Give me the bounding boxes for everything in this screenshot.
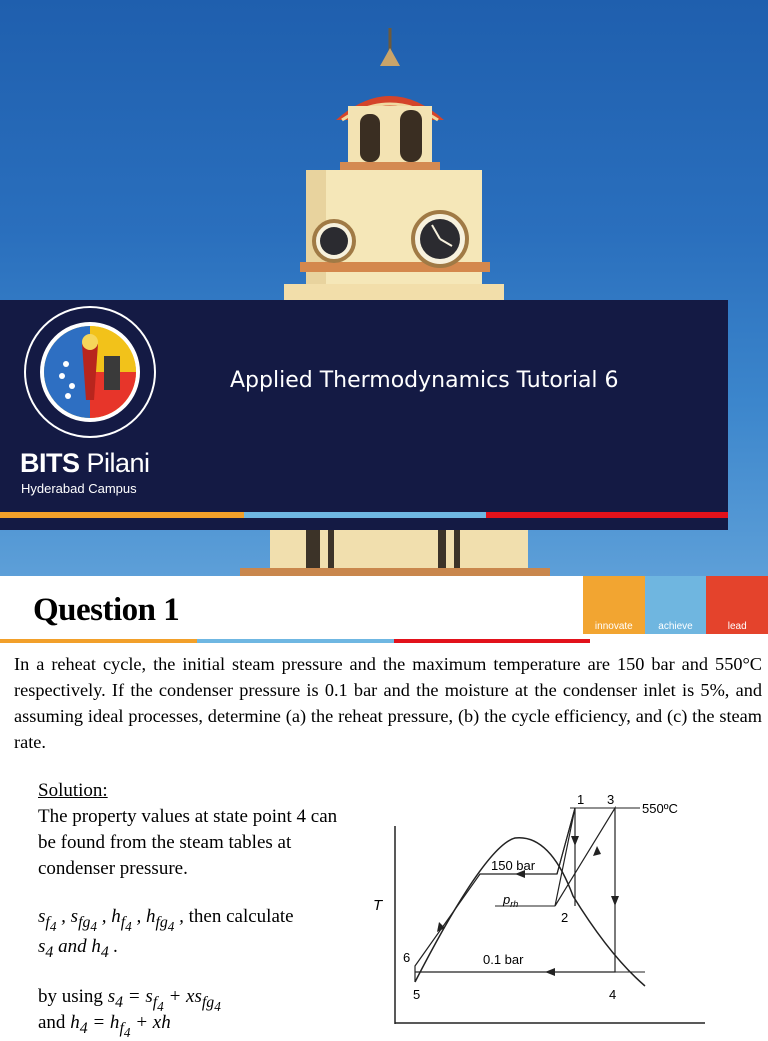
tag-innovate-label: innovate	[594, 621, 633, 632]
stripe-orange	[0, 512, 244, 518]
high-pressure-label: 150 bar	[491, 858, 536, 873]
slide-title: Applied Thermodynamics Tutorial 6	[230, 368, 619, 393]
condenser-pressure-label: 0.1 bar	[483, 952, 524, 967]
underline-orange	[0, 639, 197, 643]
point-2-label: 2	[561, 910, 569, 925]
arrow-hp-expansion	[571, 836, 579, 846]
reheat-pressure-subscript: rh	[510, 899, 519, 909]
point-1-label: 1	[577, 792, 585, 807]
formula-line-2: and $h_4 = h_{f_4}$ + xh	[38, 1012, 171, 1040]
tagline-bar	[583, 576, 768, 634]
tag-lead-label: lead	[727, 621, 747, 632]
t-axis-label: T	[373, 897, 383, 914]
by-using-text: by using	[38, 986, 103, 1007]
arrow-condense	[545, 968, 555, 976]
bits-pilani-logo-icon	[22, 304, 158, 440]
question-title: Question 1	[33, 592, 180, 628]
stripe-red	[486, 512, 728, 518]
tag-achieve	[645, 576, 707, 634]
campus-label: Hyderabad Campus	[21, 481, 137, 496]
solution-block	[38, 778, 358, 882]
problem-statement: In a reheat cycle, the initial steam pressure and the maximum temperature are 150 bar and 550°C respectively. If the condenser pressure is 0.1 bar and the moisture at the condenser inlet is 5%, and assuming ideal processes, determine (a) the reheat pressure, (b) the cycle efficiency, and (c) the steam rate.	[14, 654, 762, 752]
max-temp-label: 550ºC	[642, 801, 678, 816]
point-6-label: 6	[403, 950, 411, 965]
ts-diagram	[365, 786, 705, 1024]
brand-name	[20, 448, 150, 479]
and-text: and	[38, 1012, 66, 1033]
superheat-line	[557, 808, 575, 874]
arrow-lp-expansion	[611, 896, 619, 906]
tag-achieve-label: achieve	[658, 621, 693, 632]
solution-text: The property values at state point 4 can be found from the steam tables at condenser pressure.	[38, 806, 338, 879]
tag-innovate	[583, 576, 645, 634]
title-banner	[0, 300, 728, 530]
question-slide	[0, 576, 768, 1040]
calc-targets: $s_4$ and $h_4$ .	[38, 936, 119, 961]
stripe-blue	[244, 512, 486, 518]
point-3-label: 3	[607, 792, 615, 807]
reheat-pressure-label	[502, 892, 518, 909]
question-underline	[0, 639, 590, 643]
then-calculate-text: then calculate	[188, 906, 294, 927]
color-stripe	[0, 512, 728, 518]
point-4-label: 4	[609, 987, 617, 1002]
reheat-pressure-symbol: p	[503, 892, 511, 907]
underline-blue	[197, 639, 394, 643]
brand-bold: BITS	[20, 448, 80, 478]
brand-rest: Pilani	[79, 448, 150, 478]
tag-lead	[706, 576, 768, 634]
solution-heading: Solution:	[38, 780, 108, 801]
point-5-label: 5	[413, 987, 421, 1002]
property-list: $s_{f_4}$ , $s_{fg_4}$ , $h_{f_4}$ , $h_{fg_4}$ , then calculate	[38, 906, 294, 934]
arrow-feed	[437, 922, 445, 932]
underline-red	[394, 639, 590, 643]
formula-line-1: by using $s_4 = s_{f_4} + xs_{fg_4}$	[38, 986, 221, 1014]
arrow-reheat	[593, 846, 601, 856]
